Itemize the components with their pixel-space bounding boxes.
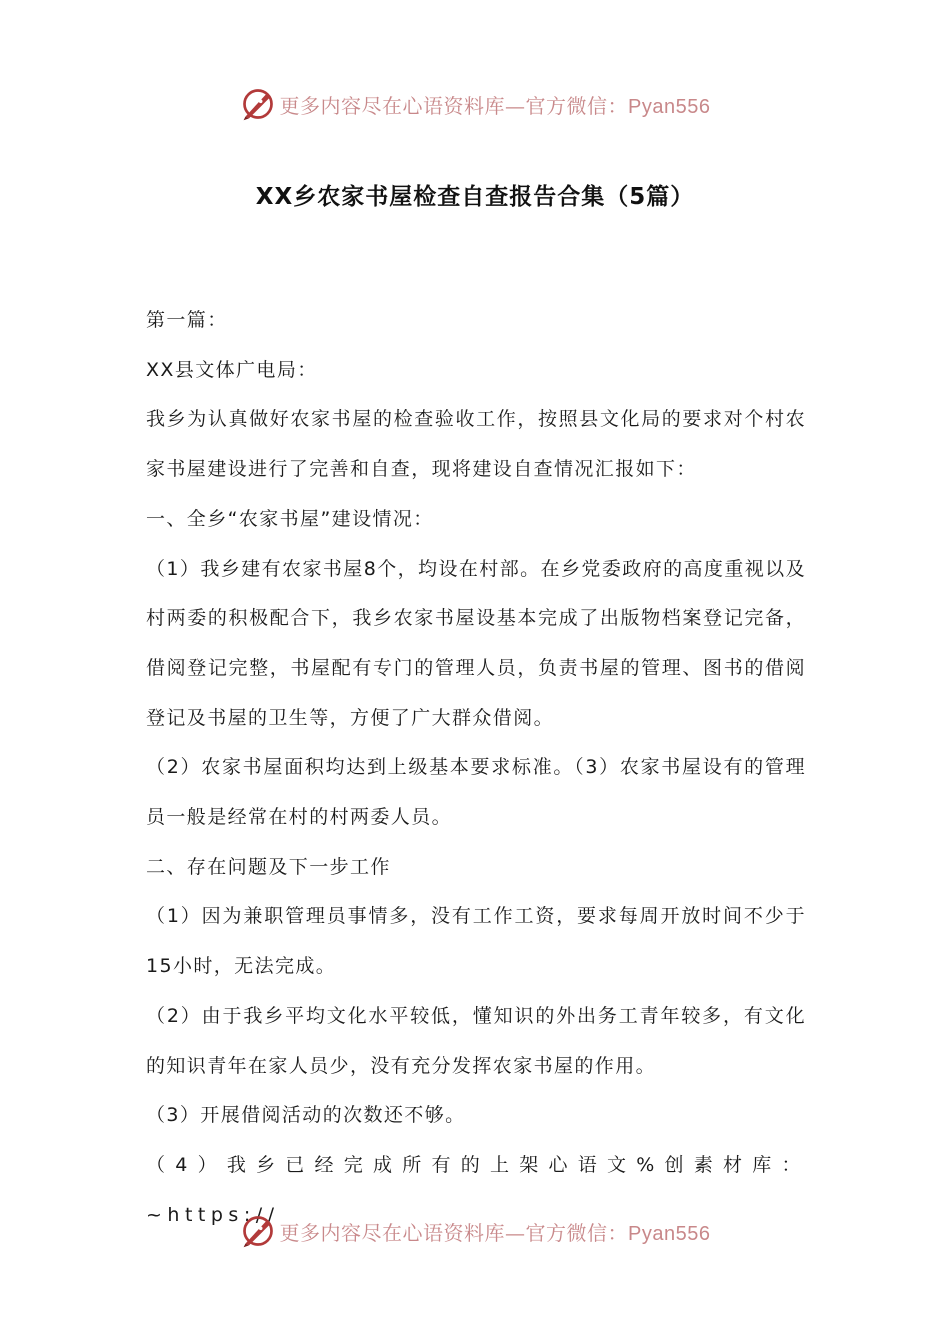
list-item: （3）开展借阅活动的次数还不够。 — [146, 1104, 466, 1127]
pen-in-circle-icon — [240, 86, 276, 122]
subheading: 二、存在问题及下一步工作 — [146, 855, 391, 878]
body-paragraph: 我乡为认真做好农家书屋的检查验收工作，按照县文化局的要求对个村农家书屋建设进行了完善和自查，现将建设自查情况汇报如下： — [146, 408, 806, 481]
document-title: XX乡农家书屋检查自查报告合集（5篇） — [255, 184, 695, 210]
recipient-line: XX县文体广电局： — [146, 358, 318, 381]
header-watermark-banner — [0, 82, 950, 126]
body-paragraph: （1）我乡建有农家书屋8个，均设在村部。在乡党委政府的高度重视以及村两委的积极配合下，我乡农家书屋设基本完成了出版物档案登记完备，借阅登记完整，书屋配有专门的管理人员，负责书屋的管理、图书的借阅登记及书屋的卫生等，方便了广大群众借阅。 — [146, 557, 806, 729]
watermark-wechat-id: Pyan556 — [628, 95, 711, 118]
subheading: 一、全乡“农家书屋”建设情况： — [146, 507, 434, 530]
list-item: （4）我乡已经完成所有的上架心语文%创素材库：~https:// — [146, 1153, 806, 1226]
list-item: （1）因为兼职管理员事情多，没有工作工资，要求每周开放时间不少于15小时，无法完成。 — [146, 905, 806, 978]
footer-watermark-banner — [0, 1209, 950, 1253]
document-body — [146, 296, 806, 1240]
watermark-wechat-id: Pyan556 — [628, 1222, 711, 1245]
list-item: （2）由于我乡平均文化水平较低，懂知识的外出务工青年较多，有文化的知识青年在家人员少，没有充分发挥农家书屋的作用。 — [146, 1004, 806, 1077]
watermark-text: 更多内容尽在心语资料库—官方微信：Pyan556 — [279, 93, 711, 118]
body-paragraph: （2）农家书屋面积均达到上级基本要求标准。（3）农家书屋设有的管理员一般是经常在村的村两委人员。 — [146, 756, 806, 829]
section-heading-first: 第一篇： — [146, 309, 228, 331]
watermark-text: 更多内容尽在心语资料库—官方微信：Pyan556 — [279, 1220, 711, 1245]
pen-in-circle-icon — [240, 1213, 276, 1249]
